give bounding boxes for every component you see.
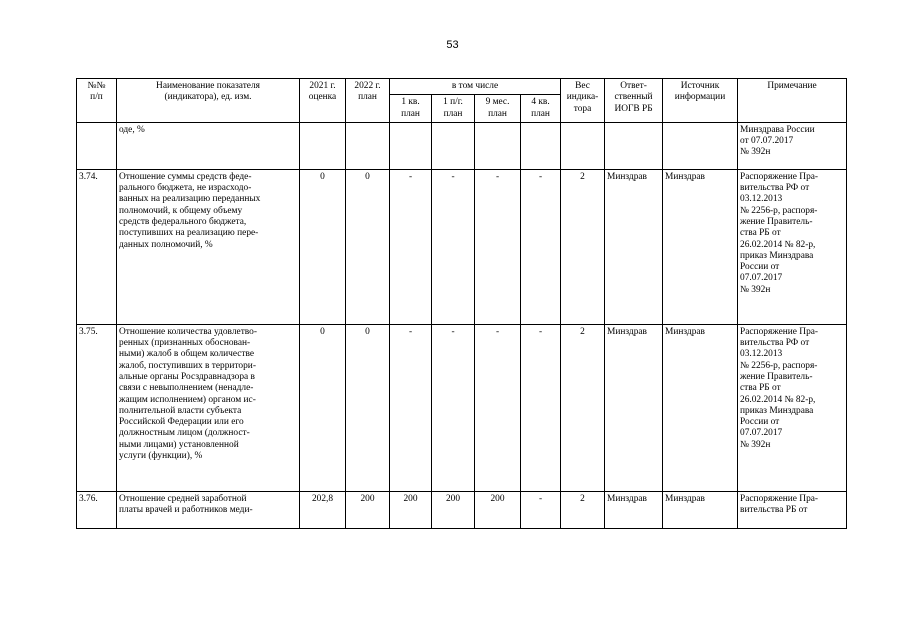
cell-weight: 2 [561,491,605,528]
cell-m9: 200 [475,491,521,528]
header-including: в том числе [390,79,561,95]
cell-h1: - [432,324,475,491]
cell-responsible [605,122,663,169]
cell-name: Отношение средней заработной платы врачей и работников меди- [117,491,300,528]
cell-2021: 0 [300,169,346,324]
cell-m9: - [475,324,521,491]
cell-source: Минздрав [663,324,738,491]
cell-q4: - [521,324,561,491]
cell-m9 [475,122,521,169]
cell-note: Распоряжение Пра- вительства РФ от 03.12.2013 № 2256-р, распоря- жение Правитель- ства РБ от 26.02.2014 № 82-р, приказ Минздрава России от 07.07.2017 № 392н [738,169,847,324]
cell-q4: - [521,169,561,324]
cell-h1: 200 [432,491,475,528]
header-note: Примечание [738,79,847,123]
cell-responsible: Минздрав [605,491,663,528]
cell-q4 [521,122,561,169]
cell-q1: - [390,324,432,491]
cell-name: Отношение суммы средств феде- рального бюджета, не израсходо- ванных на реализацию переданных полномочий, к общему объему средств федерального бюджета, поступивших на реализацию пере- данных полномочий, % [117,169,300,324]
table-row [77,122,847,169]
cell-num: 3.74. [77,169,117,324]
header-m9: 9 мес. план [475,95,521,123]
cell-weight: 2 [561,324,605,491]
cell-weight [561,122,605,169]
cell-responsible: Минздрав [605,169,663,324]
cell-num: 3.75. [77,324,117,491]
cell-num: 3.76. [77,491,117,528]
cell-source: Минздрав [663,169,738,324]
cell-note: Распоряжение Пра- вительства РФ от 03.12.2013 № 2256-р, распоря- жение Правитель- ства РБ от 26.02.2014 № 82-р, приказ Минздрава России от 07.07.2017 № 392н [738,324,847,491]
header-responsible: Ответ- ственный ИОГВ РБ [605,79,663,123]
header-source: Источник информации [663,79,738,123]
header-2021: 2021 г. оценка [300,79,346,123]
cell-note: Минздрава России от 07.07.2017 № 392н [738,122,847,169]
cell-h1 [432,122,475,169]
header-name: Наименование показателя (индикатора), ед. изм. [117,79,300,123]
cell-h1: - [432,169,475,324]
cell-2021: 202,8 [300,491,346,528]
header-q4: 4 кв. план [521,95,561,123]
table-row [77,169,847,324]
header-weight: Вес индика- тора [561,79,605,123]
cell-note: Распоряжение Пра- вительства РБ от [738,491,847,528]
cell-source: Минздрав [663,491,738,528]
header-q1: 1 кв. план [390,95,432,123]
cell-responsible: Минздрав [605,324,663,491]
cell-weight: 2 [561,169,605,324]
header-2022: 2022 г. план [346,79,390,123]
cell-num [77,122,117,169]
table-row [77,324,847,491]
cell-name: оде, % [117,122,300,169]
cell-name: Отношение количества удовлетво- ренных (признанных обоснован- ными) жалоб в общем количестве жалоб, поступивших в территори- альные органы Росздравнадзора в связи с невыполнением (ненадле- жащим исполнением) органом ис- полнительной власти субъекта Российской Федерации или его должностным лицом (должност- ными лицами) установленной услуги (функции), % [117,324,300,491]
cell-2022: 0 [346,324,390,491]
cell-m9: - [475,169,521,324]
cell-q1: 200 [390,491,432,528]
cell-2022: 0 [346,169,390,324]
page-number: 53 [446,39,459,51]
cell-2022 [346,122,390,169]
header-num: №№ п/п [77,79,117,123]
table-row [77,491,847,528]
cell-2021: 0 [300,324,346,491]
cell-source [663,122,738,169]
header-row-1 [77,79,847,95]
cell-2022: 200 [346,491,390,528]
cell-2021 [300,122,346,169]
indicators-table [76,78,847,529]
cell-q4: - [521,491,561,528]
header-h1: 1 п/г. план [432,95,475,123]
cell-q1: - [390,169,432,324]
cell-q1 [390,122,432,169]
